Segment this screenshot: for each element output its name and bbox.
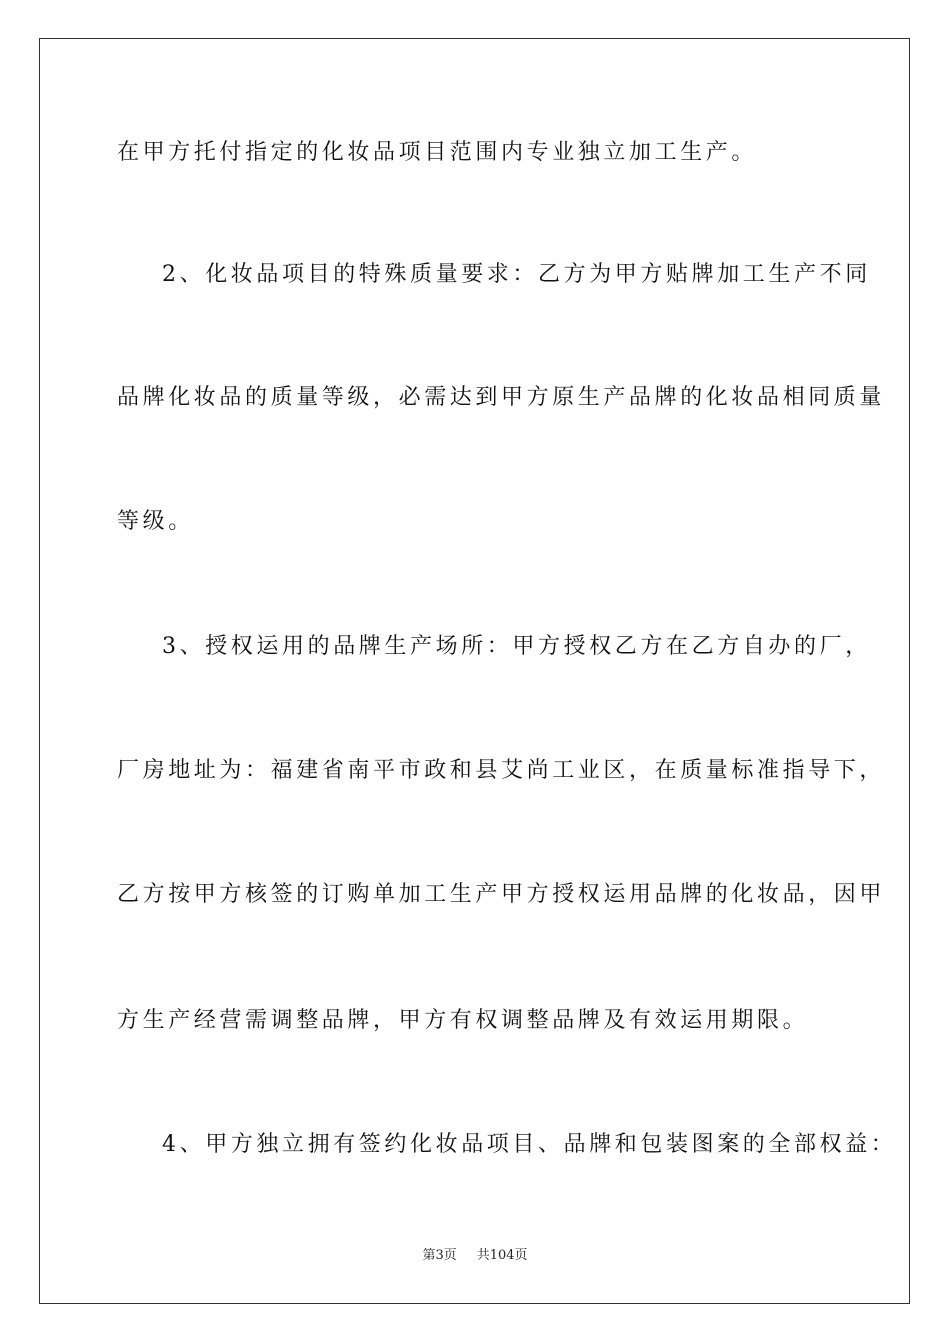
text-line-9: 4、甲方独立拥有签约化妆品项目、品牌和包装图案的全部权益： xyxy=(162,1132,897,1157)
page-footer xyxy=(0,1247,950,1265)
page-frame xyxy=(39,38,910,1304)
text-line-7: 乙方按甲方核签的订购单加工生产甲方授权运用品牌的化妆品，因甲 xyxy=(117,882,886,907)
page-total: 共104页 xyxy=(476,1248,528,1263)
text-line-2: 2、化妆品项目的特殊质量要求：乙方为甲方贴牌加工生产不同 xyxy=(162,262,871,287)
text-line-6: 厂房地址为：福建省南平市政和县艾尚工业区，在质量标准指导下， xyxy=(117,758,886,783)
text-line-1: 在甲方托付指定的化妆品项目范围内专业独立加工生产。 xyxy=(117,140,758,165)
text-line-5: 3、授权运用的品牌生产场所：甲方授权乙方在乙方自办的厂， xyxy=(162,634,871,659)
text-line-8: 方生产经营需调整品牌，甲方有权调整品牌及有效运用期限。 xyxy=(117,1008,809,1033)
text-line-4: 等级。 xyxy=(117,509,194,534)
text-line-3: 品牌化妆品的质量等级，必需达到甲方原生产品牌的化妆品相同质量 xyxy=(117,385,886,410)
page-number: 第3页 xyxy=(422,1248,457,1263)
